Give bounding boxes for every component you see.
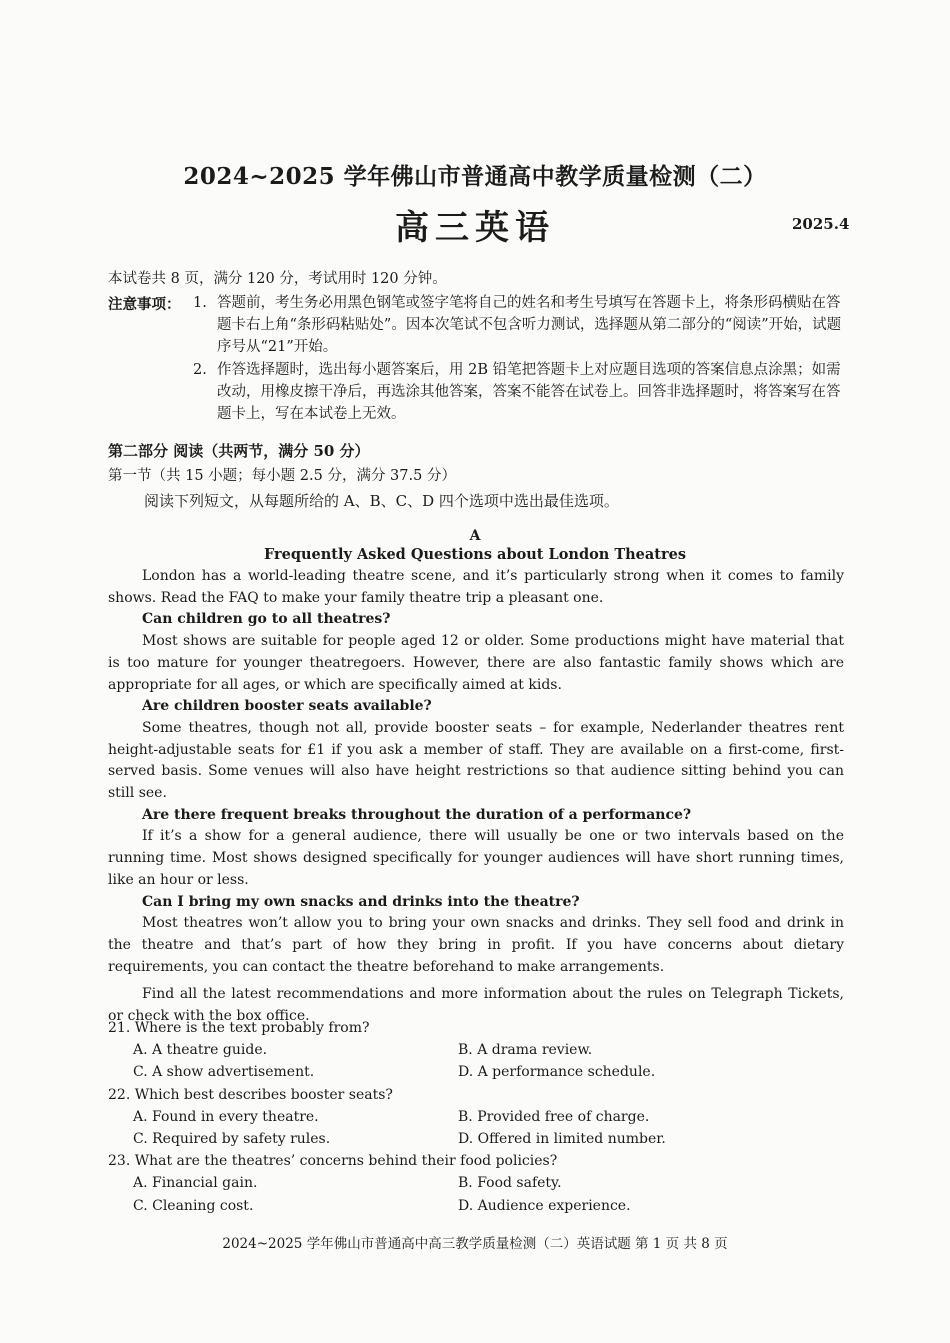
faq-question: Are there frequent breaks throughout the duration of a performance? — [142, 806, 692, 823]
faq-answer: If it’s a show for a general audience, there will usually be one or two intervals based on the running time. Most shows designed specifically for younger audiences will have short running times, like an hour or less. — [108, 828, 844, 888]
exam-title: 2024~2025 学年佛山市普通高中教学质量检测（二） — [183, 163, 767, 190]
option-c: C. Required by safety rules. — [133, 1131, 331, 1148]
option-row — [108, 1039, 848, 1061]
notice-label: 注意事项： — [108, 296, 181, 313]
option-a: A. Financial gain. — [133, 1175, 258, 1192]
option-a: A. Found in every theatre. — [133, 1108, 319, 1125]
question-list — [108, 1017, 848, 1217]
notice-item-text: 作答选择题时，选出每小题答案后，用 2B 铅笔把答题卡上对应题目选项的答案信息点涂黑；如需改动，用橡皮擦干净后，再选涂其他答案，答案不能答在试卷上。回答非选择题时，将答案写在答题卡上，写在本试卷上无效。 — [217, 362, 841, 422]
notice-item — [193, 292, 843, 358]
option-row — [108, 1106, 848, 1128]
option-row — [108, 1195, 848, 1217]
exam-intro: 本试卷共 8 页，满分 120 分，考试用时 120 分钟。 — [108, 271, 447, 287]
section-instruction: 阅读下列短文，从每题所给的 A、B、C、D 四个选项中选出最佳选项。 — [144, 492, 619, 510]
option-row — [108, 1172, 848, 1194]
notice-item-number: 2. — [193, 362, 207, 378]
option-d: D. A performance schedule. — [458, 1064, 656, 1081]
passage-closing: Find all the latest recommendations and more information about the rules on Telegraph Tickets, or check with the box office. — [108, 986, 844, 1025]
subject-title: 高三英语 — [395, 208, 555, 248]
option-row — [108, 1128, 848, 1150]
question-stem: 22. Which best describes booster seats? — [108, 1086, 393, 1103]
faq-answer: Most shows are suitable for people aged 12 or older. Some productions might have material that is too mature for younger theatregoers. However, there are also fantastic family shows which are appropriate for all ages, or which are specifically aimed at kids. — [108, 633, 844, 693]
option-b: B. Provided free of charge. — [458, 1108, 650, 1125]
notice-item-text: 答题前，考生务必用黑色钢笔或签字笔将自己的姓名和考生号填写在答题卡上，将条形码横贴在答题卡右上角“条形码粘贴处”。因本次笔试不包含听力测试，选择题从第二部分的“阅读”开始，试题序号从“21”开始。 — [217, 295, 842, 355]
faq-answer: Most theatres won’t allow you to bring your own snacks and drinks. They sell food and drink in the theatre and that’s part of how they bring in profit. If you have concerns about dietary requirements, you can contact the theatre beforehand to make arrangements. — [108, 915, 844, 975]
passage-intro: London has a world-leading theatre scene, and it’s particularly strong when it comes to family shows. Read the FAQ to make your family theatre trip a pleasant one. — [108, 568, 844, 606]
question-stem: 23. What are the theatres’ concerns behind their food policies? — [108, 1153, 558, 1170]
option-b: B. Food safety. — [458, 1175, 562, 1192]
passage-letter: A — [469, 528, 481, 544]
option-d: D. Offered in limited number. — [458, 1131, 666, 1148]
exam-date: 2025.4 — [792, 215, 850, 233]
option-c: C. A show advertisement. — [133, 1064, 315, 1081]
passage-title: Frequently Asked Questions about London Theatres — [263, 546, 687, 563]
question — [108, 1150, 848, 1217]
faq-question: Are children booster seats available? — [142, 698, 432, 715]
section-title: 第一节（共 15 小题；每小题 2.5 分，满分 37.5 分） — [108, 468, 456, 484]
notice-item-number: 1. — [193, 295, 207, 311]
option-row — [108, 1061, 848, 1083]
page-footer: 2024~2025 学年佛山市普通高中高三教学质量检测（二）英语试题 第 1 页 共 8 页 — [222, 1236, 728, 1252]
option-c: C. Cleaning cost. — [133, 1197, 254, 1214]
question — [108, 1084, 848, 1151]
option-b: B. A drama review. — [458, 1042, 593, 1059]
faq-question: Can I bring my own snacks and drinks into the theatre? — [142, 893, 580, 910]
notice-item — [193, 359, 843, 425]
faq-answer: Some theatres, though not all, provide booster seats – for example, Nederlander theatres rent height-adjustable seats for £1 if you ask a member of staff. They are available on a first-come, first-served basis. Some venues will also have height restrictions so that audience sitting behind you can still see. — [108, 719, 844, 802]
faq-question: Can children go to all theatres? — [142, 611, 391, 628]
part-title: 第二部分 阅读（共两节，满分 50 分） — [108, 442, 370, 460]
passage-body — [108, 566, 844, 1028]
question-stem: 21. Where is the text probably from? — [108, 1020, 370, 1036]
question — [108, 1017, 848, 1084]
option-a: A. A theatre guide. — [133, 1042, 268, 1059]
option-d: D. Audience experience. — [458, 1197, 631, 1214]
